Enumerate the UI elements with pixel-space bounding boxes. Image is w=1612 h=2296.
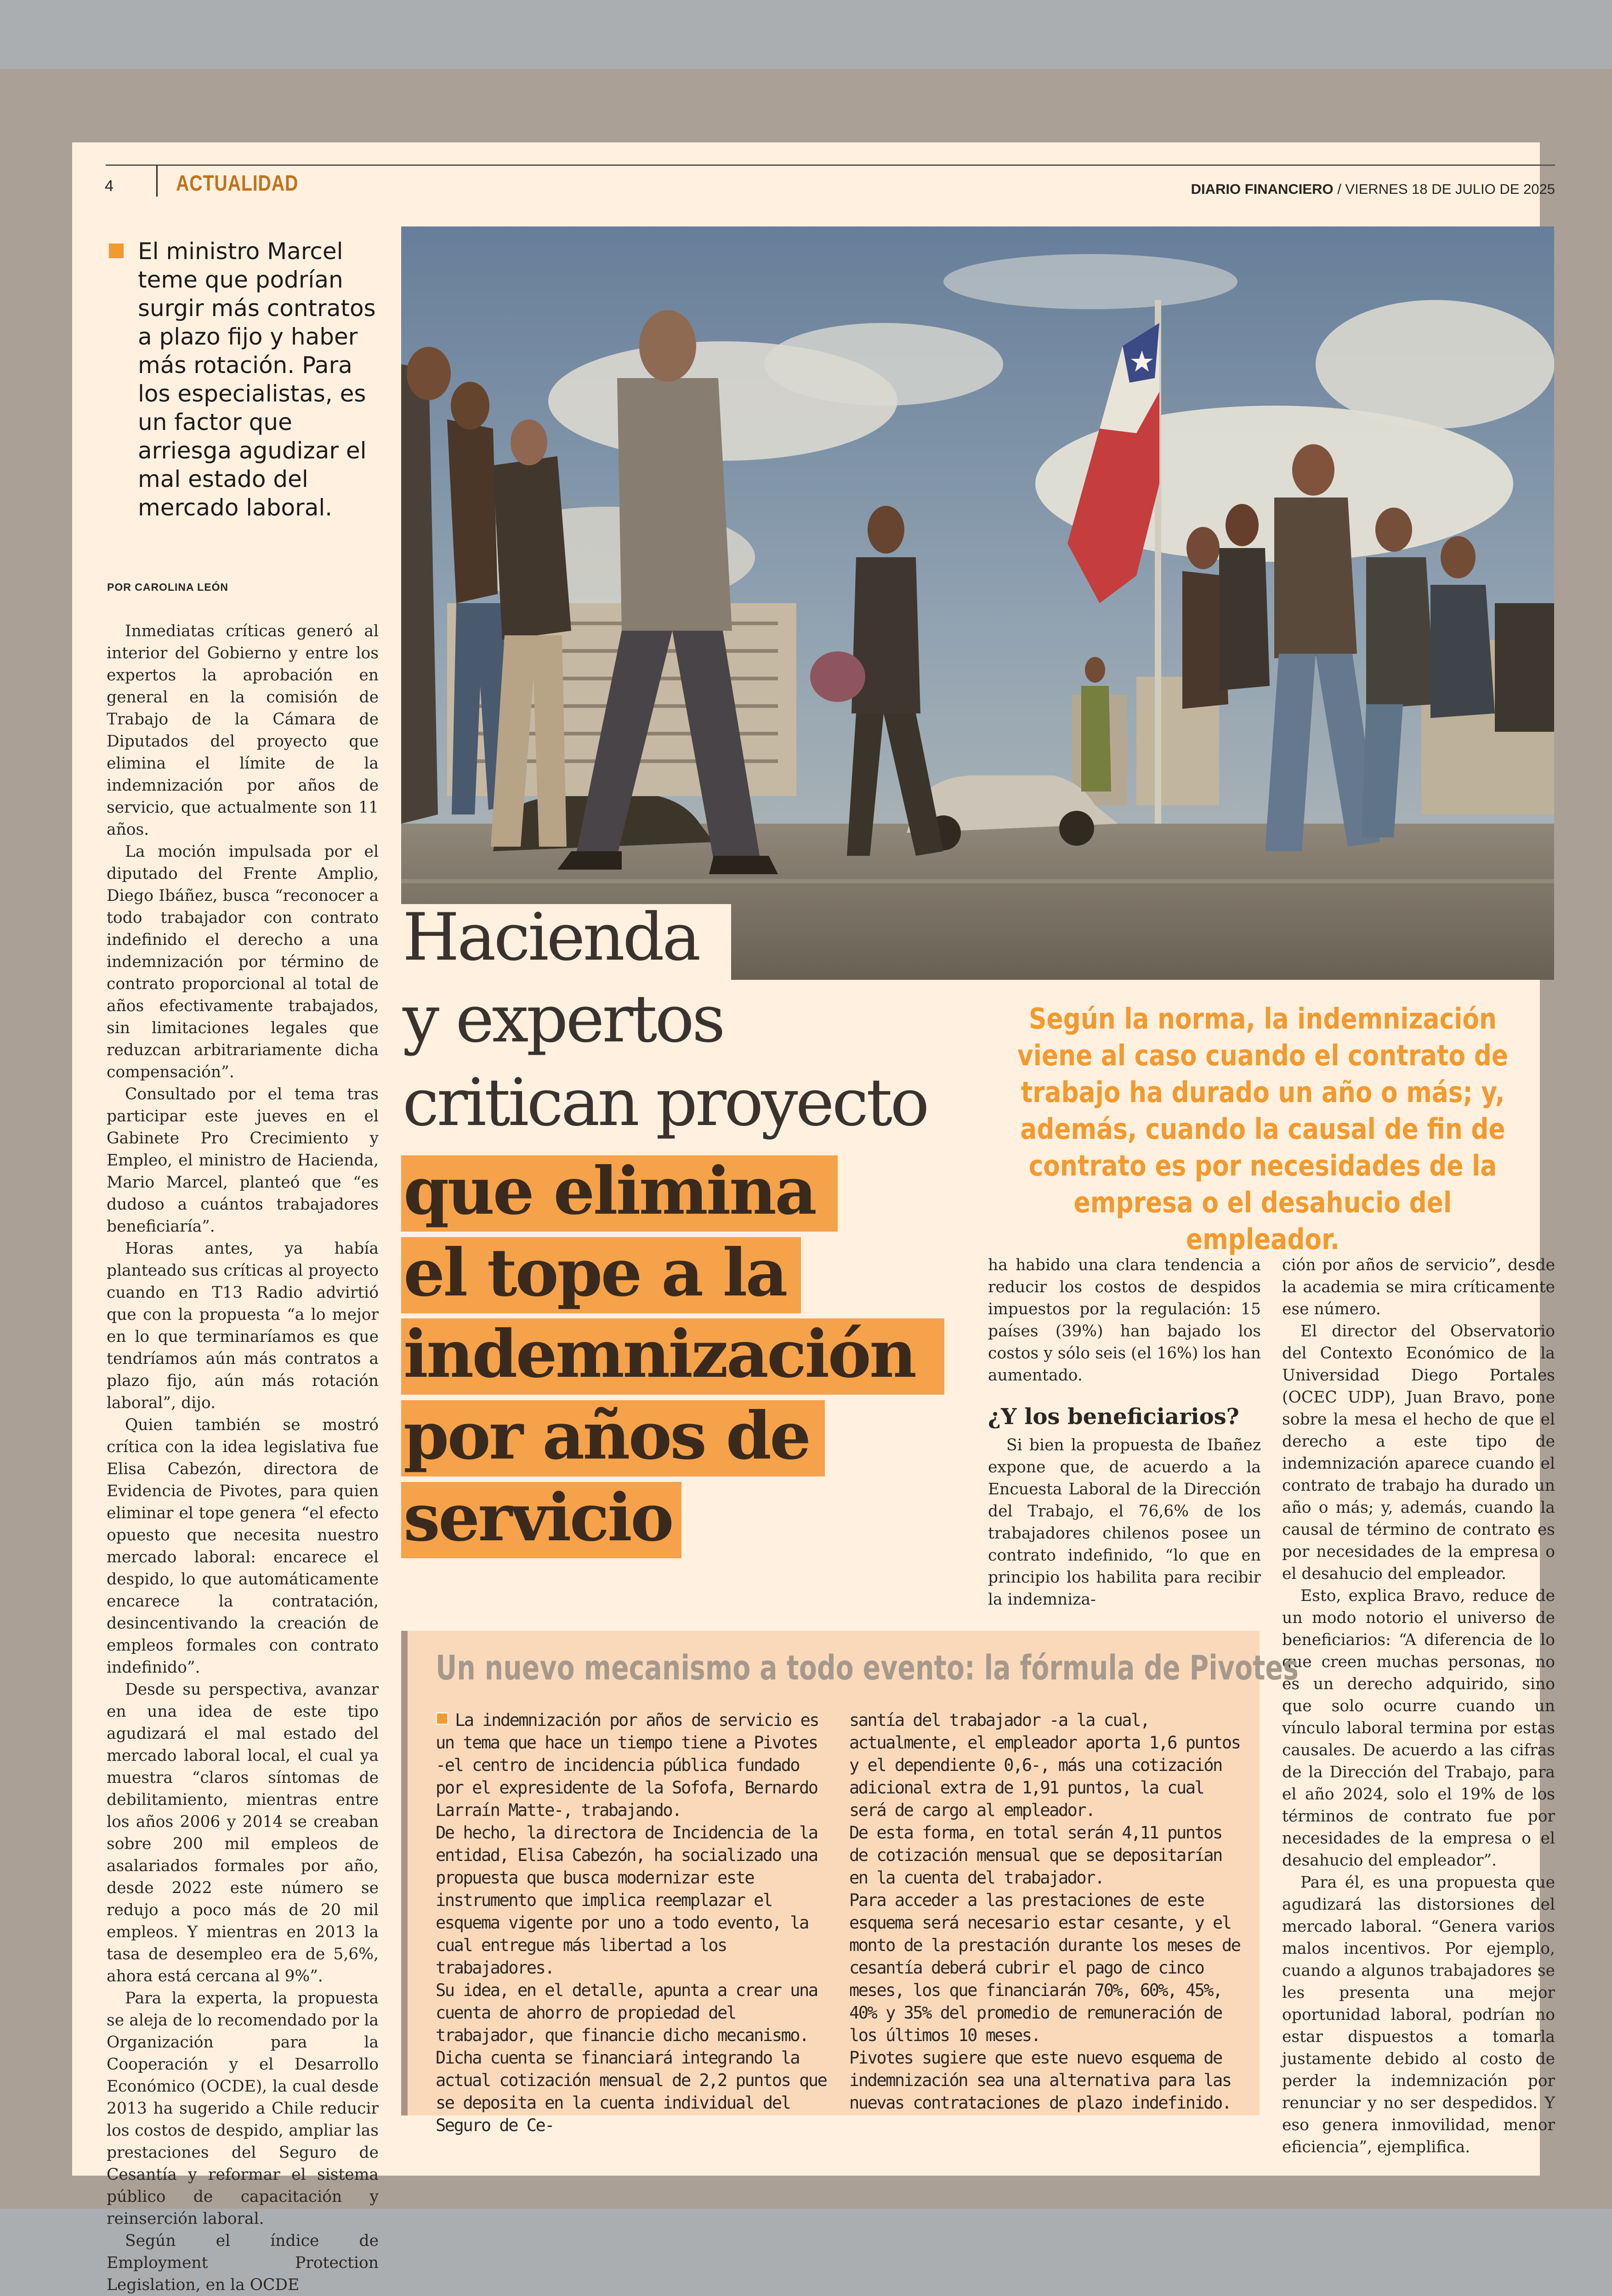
lead-bullet-icon	[109, 243, 124, 258]
body-column-left	[107, 620, 379, 2296]
publication-name: DIARIO FINANCIERO	[1191, 181, 1334, 197]
page-number: 4	[105, 177, 114, 195]
headline-line-3: critican proyecto	[403, 1065, 927, 1141]
article-photo	[401, 226, 1554, 980]
publication-date: / VIERNES 18 DE JULIO DE 2025	[1337, 181, 1555, 197]
headline-line-2: y expertos	[403, 981, 723, 1057]
paragraph: Según el índice de Employment Protection Legislation, en la OCDE	[107, 2232, 379, 2294]
sidebar-paragraph: Dicha cuenta se financiará integrando la actual cotización mensual de 2,2 puntos que se deposita en la cuenta individual del Seguro de Ce-	[436, 2048, 827, 2135]
pull-quote: Según la norma, la indemnización viene al caso cuando el contrato de trabajo ha durado un año o más; y, además, cuando la causal de fin de contrato es por necesidades de la empresa o el desahucio del empleador.	[1017, 1002, 1509, 1256]
header-separator	[156, 165, 158, 197]
sidebar-paragraph: santía del trabajador -a la cual, actualmente, el empleador aporta 1,6 puntos y el dependiente 0,6-, más una cotización adicional extra de 1,91 puntos, la cual será de cargo al empleador.	[849, 1710, 1240, 1820]
byline: POR CAROLINA LEÓN	[107, 581, 229, 593]
paragraph: El director del Observatorio del Contexto Económico de la Universidad Diego Portales (OCEC UDP), Juan Bravo, pone sobre la mesa el hecho de que el derecho a este tipo de indemnización aparece cuando el contrato de trabajo ha durado un año o más; y, además, cuando la causal de término de contrato es por necesidades de la empresa o el desahucio del empleador.	[1282, 1322, 1555, 1583]
lead-summary: El ministro Marcel teme que podrían surgir más contratos a plazo fijo y haber más rotación. Para los especialistas, es un factor que arriesga agudizar el mal estado del mercado laboral.	[138, 238, 376, 521]
headline-highlight-line: el tope a la	[403, 1235, 786, 1311]
photo-street-crowd-icon	[401, 226, 1554, 980]
sidebar-paragraph	[436, 1709, 831, 1821]
sidebar-box-title: Un nuevo mecanismo a todo evento: la fórmula de Pivotes	[436, 1648, 1299, 1688]
sidebar-paragraph-text: La indemnización por años de servicio es un tema que hace un tiempo tiene a Pivotes -el centro de incidencia pública fundado por el expresidente de la Sofofa, Bernardo Larraín Matte-, trabajando.	[436, 1710, 819, 1820]
sidebar-column-1	[436, 1709, 831, 2137]
sidebar-paragraph: Pivotes sugiere que este nuevo esquema de indemnización sea una alternativa para las nuevas contrataciones de plazo indefinido.	[849, 2048, 1231, 2113]
headline-line-1: Hacienda	[403, 899, 699, 975]
sidebar-paragraph: Su idea, en el detalle, apunta a crear una cuenta de ahorro de propiedad del trabajador, que financie dicho mecanismo.	[436, 1980, 817, 2045]
headline-highlight-line: servicio	[403, 1480, 672, 1556]
paragraph: ción por años de servicio”, desde la academia se mira críticamente ese número.	[1282, 1256, 1555, 1318]
paragraph: La moción impulsada por el diputado del Frente Amplio, Diego Ibáñez, busca “reconocer a todo trabajador con contrato indefinido el derecho a una indemnización por término de contrato proporcional al total de años efectivamente trabajados, sin limitaciones legales que reduzcan arbitrariamente dicha compensación”.	[107, 843, 379, 1081]
headline-highlight-line: por años de	[403, 1398, 810, 1474]
paragraph: ha habido una clara tendencia a reducir los costos de despidos impuestos por la regulación: 15 países (39%) han bajado los costos y sólo seis (el 16%) los han aumentado.	[988, 1256, 1261, 1385]
sidebar-paragraph: De hecho, la directora de Incidencia de la entidad, Elisa Cabezón, ha socializado una propuesta que busca modernizar este instrumento que implica reemplazar el esquema vigente por uno a todo evento, la cual entregue más libertad a los trabajadores.	[436, 1823, 817, 1978]
paragraph: Desde su perspectiva, avanzar en una idea de este tipo agudizará el mal estado del mercado laboral local, el cual ya muestra “claros síntomas de debilitamiento, mientras entre los años 2006 y 2014 se creaban sobre 200 mil empleos de asalariados formales por año, desde 2022 este número se redujo a poco más de 20 mil empleos. Y mientras en 2013 la tasa de desempleo era de 5,6%, ahora está cercana al 9%”.	[107, 1680, 379, 1985]
paragraph: Esto, explica Bravo, reduce de un modo notorio el universo de beneficiarios: “A diferencia de lo que creen muchas personas, no es un derecho adquirido, sino que solo ocurre cuando un vínculo laboral termina por estas causales. De acuerdo a las cifras de la Dirección del Trabajo, para el año 2024, solo el 19% de los términos de contrato fue por necesidades de la empresa o el desahucio del empleador”.	[1282, 1587, 1555, 1870]
publication-dateline	[1191, 181, 1555, 198]
paragraph: Para él, es una propuesta que agudizará las distorsiones del mercado laboral. “Genera varios malos incentivos. Por ejemplo, cuando a algunos trabajadores se les presenta una mejor oportunidad laboral, podrían no estar dispuestos a tomarla justamente debido al costo de perder la indemnización por renunciar y no ser despedidos. Y eso genera inmovilidad, menor eficiencia”, ejemplifica.	[1282, 1873, 1555, 2156]
header-rule	[106, 164, 1555, 166]
sidebar-paragraph: Para acceder a las prestaciones de este esquema será necesario estar cesante, y el monto de la prestación durante los meses de cesantía deberá cubrir el pago de cinco meses, los que financiarán 70%, 60%, 45%, 40% y 35% del promedio de remuneración de los últimos 10 meses.	[849, 1890, 1240, 2045]
paragraph: Quien también se mostró crítica con la idea legislativa fue Elisa Cabezón, directora de Evidencia de Pivotes, para quien eliminar el tope genera “el efecto opuesto que necesita nuestro mercado laboral: encarece el despido, lo que automáticamente encarece la contratación, desincentivando la creación de empleos formales con contrato indefinido”.	[107, 1416, 379, 1677]
sidebar-paragraph: De esta forma, en total serán 4,11 puntos de cotización mensual que se depositarían en la cuenta del trabajador.	[849, 1823, 1222, 1888]
sidebar-column-2	[849, 1709, 1244, 2114]
subheading: ¿Y los beneficiarios?	[988, 1404, 1239, 1430]
paragraph: Inmediatas críticas generó al interior del Gobierno y entre los expertos la aprobación en general en la comisión de Trabajo de la Cámara de Diputados del proyecto que elimina el límite de la indemnización por años de servicio, que actualmente son 11 años.	[107, 622, 379, 839]
section-title: ACTUALIDAD	[176, 171, 299, 196]
headline-highlight-line: que elimina	[403, 1153, 815, 1229]
body-column-right	[1282, 1254, 1555, 2158]
paragraph: Si bien la propuesta de Ibañez expone que, de acuerdo a la Encuesta Laboral de la Dirección del Trabajo, el 76,6% de los trabajadores chilenos posee un contrato indefinido, “lo que en principio los habilita para recibir la indemniza-	[988, 1436, 1261, 1609]
body-column-middle	[988, 1254, 1261, 1611]
sidebar-box-rule	[401, 1631, 408, 2115]
paragraph: Horas antes, ya había planteado sus críticas al proyecto cuando en T13 Radio advirtió que con la propuesta “a lo mejor en lo que terminaríamos es que tendríamos aún más contratos a plazo fijo, aún más rotación laboral”, dijo.	[107, 1239, 379, 1412]
paragraph: Para la experta, la propuesta se aleja de lo recomendado por la Organización para la Cooperación y el Desarrollo Económico (OCDE), la cual desde 2013 ha sugerido a Chile reducir los costos de despido, ampliar las prestaciones del Seguro de Cesantía y reformar el sistema público de capacitación y reinserción laboral.	[107, 1989, 379, 2228]
box-bullet-icon	[436, 1712, 448, 1725]
headline-highlight-line: indemnización	[403, 1316, 915, 1392]
paragraph: Consultado por el tema tras participar este jueves en el Gabinete Pro Crecimiento y Empleo, el ministro de Hacienda, Mario Marcel, planteó que “es dudoso a cuántos trabajadores beneficiaría”.	[107, 1085, 379, 1236]
